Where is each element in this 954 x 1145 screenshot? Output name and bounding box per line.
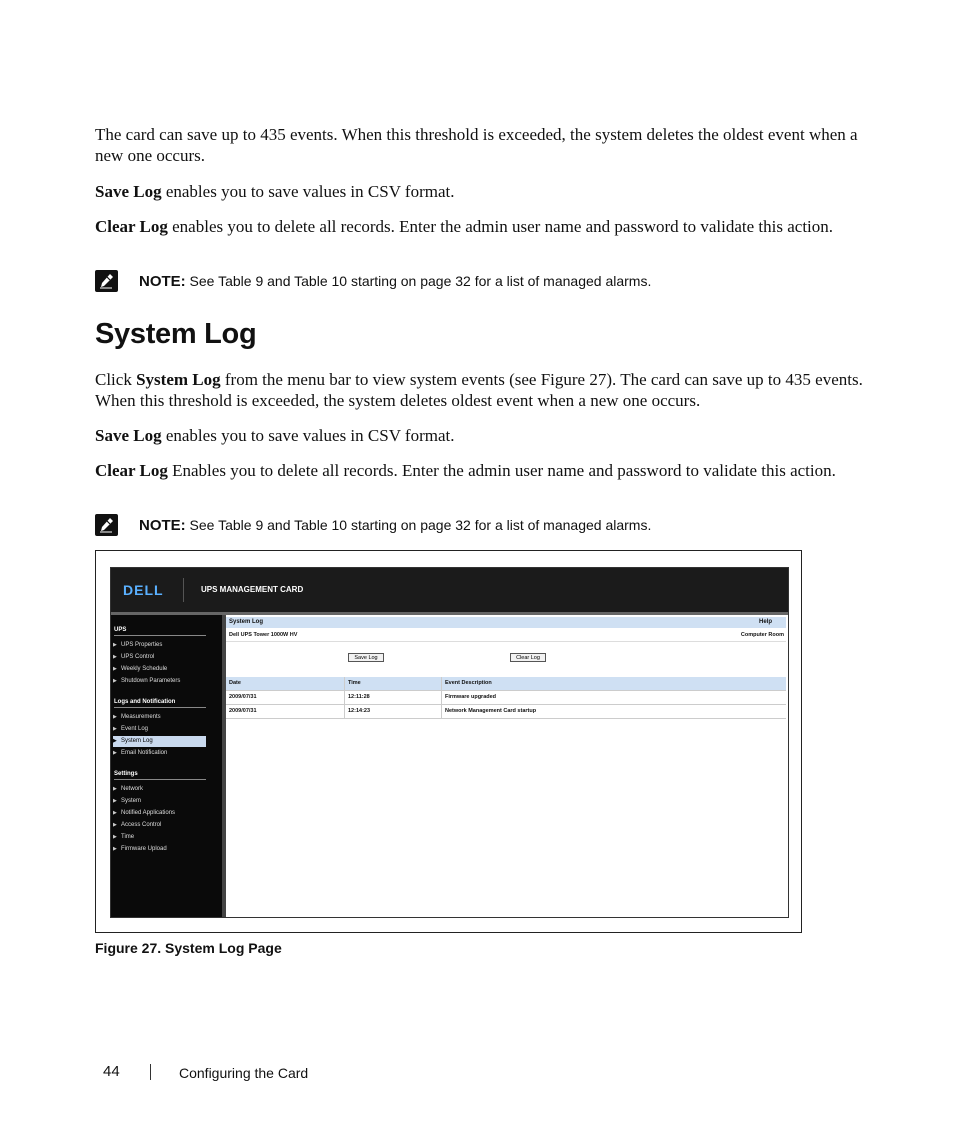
arrow-right-icon: ▶ (113, 714, 117, 720)
sidebar-item-label: Time (121, 834, 135, 840)
sidebar-item-system[interactable] (113, 796, 206, 807)
clear-log-paragraph-2 (95, 460, 865, 481)
arrow-right-icon: ▶ (113, 738, 117, 744)
arrow-right-icon: ▶ (113, 798, 117, 804)
sidebar-item-event-log[interactable] (113, 724, 206, 735)
sidebar-heading-logs: Logs and Notification (114, 699, 206, 708)
save-log-desc-2: enables you to save values in CSV format. (161, 426, 455, 445)
arrow-right-icon: ▶ (113, 834, 117, 840)
arrow-right-icon: ▶ (113, 846, 117, 852)
arrow-right-icon: ▶ (113, 750, 117, 756)
arrow-right-icon: ▶ (113, 786, 117, 792)
system-log-term: System Log (136, 370, 221, 389)
sidebar-item-weekly-schedule[interactable] (113, 664, 206, 675)
note-body: See Table 9 and Table 10 starting on page 32 for a list of managed alarms. (185, 273, 652, 289)
sidebar-item-firmware-upload[interactable] (113, 844, 206, 855)
note-label-2: NOTE: (139, 517, 186, 534)
clear-log-desc: enables you to delete all records. Enter the admin user name and password to validate this action. (167, 217, 834, 236)
title-bar (226, 617, 786, 628)
sidebar-item-ups-control[interactable] (113, 652, 206, 663)
sidebar-item-ups-properties[interactable] (113, 640, 206, 651)
device-location: Computer Room (740, 632, 784, 638)
click-text: Click (95, 370, 137, 389)
sidebar-item-shutdown-parameters[interactable] (113, 676, 206, 687)
note-text (139, 273, 651, 290)
sidebar-item-measurements[interactable] (113, 712, 206, 723)
sidebar-item-label: System Log (121, 738, 153, 744)
sidebar-item-label: UPS Properties (121, 642, 163, 648)
ups-card-screenshot (110, 567, 789, 918)
sidebar-item-label: Event Log (121, 726, 149, 732)
sidebar-item-system-log[interactable] (113, 736, 206, 747)
note-text-2 (139, 517, 651, 534)
clear-log-paragraph (95, 216, 865, 237)
sidebar-item-label: Network (121, 786, 144, 792)
sidebar-item-email-notification[interactable] (113, 748, 206, 759)
figure-caption: Figure 27. System Log Page (95, 940, 282, 956)
device-name: Dell UPS Tower 1000W HV (229, 632, 298, 638)
note-block (95, 270, 865, 294)
sidebar-heading-ups: UPS (114, 627, 206, 636)
save-log-term-2: Save Log (95, 426, 162, 445)
sidebar-item-label: Notified Applications (121, 810, 176, 816)
system-log-table (226, 677, 786, 719)
sidebar (111, 615, 222, 918)
sidebar-item-label: System (121, 798, 142, 804)
arrow-right-icon: ▶ (113, 654, 117, 660)
save-log-desc: enables you to save values in CSV format. (161, 182, 455, 201)
section-title: System Log (95, 318, 257, 350)
cell-time: 12:14:23 (345, 705, 442, 718)
sidebar-item-label: Firmware Upload (121, 846, 167, 852)
header-date: Date (226, 677, 345, 690)
arrow-right-icon: ▶ (113, 822, 117, 828)
arrow-right-icon: ▶ (113, 642, 117, 648)
system-log-desc: from the menu bar to view system events (see Figure 27). The card can save up to 435 events. When this threshold is exceeded, the system deletes oldest event when a new one occurs. (95, 370, 863, 410)
figure-frame (95, 550, 802, 933)
cell-date: 2009/07/31 (226, 705, 345, 718)
clear-log-term: Clear Log (95, 217, 168, 236)
sidebar-item-notified-applications[interactable] (113, 808, 206, 819)
help-link[interactable]: Help (758, 619, 772, 625)
table-header-row (226, 677, 786, 691)
sidebar-heading-settings: Settings (114, 771, 206, 780)
page-number: 44 (103, 1063, 120, 1080)
sidebar-item-label: Weekly Schedule (121, 666, 168, 672)
clear-log-button[interactable]: Clear Log (510, 653, 546, 662)
sidebar-item-label: Measurements (121, 714, 161, 720)
header-event-description: Event Description (445, 680, 492, 686)
sidebar-item-access-control[interactable] (113, 820, 206, 831)
footer-separator (150, 1064, 151, 1080)
dell-logo: DELL (123, 582, 164, 598)
sidebar-item-network[interactable] (113, 784, 206, 795)
save-log-paragraph (95, 181, 865, 202)
chapter-title: Configuring the Card (179, 1065, 309, 1081)
cell-time: 12:11:28 (345, 691, 442, 704)
header-time: Time (345, 677, 442, 690)
app-header (111, 568, 788, 612)
sidebar-item-label: Access Control (121, 822, 162, 828)
app-title: UPS MANAGEMENT CARD (201, 585, 304, 594)
pencil-icon (95, 514, 118, 536)
page-title: System Log (229, 619, 264, 625)
header-separator (183, 578, 184, 602)
clear-log-desc-2: Enables you to delete all records. Enter the admin user name and password to validate this action. (167, 461, 836, 480)
system-log-paragraph (95, 369, 865, 411)
pencil-icon (95, 270, 118, 292)
arrow-right-icon: ▶ (113, 666, 117, 672)
arrow-right-icon: ▶ (113, 726, 117, 732)
table-row (226, 705, 786, 719)
cell-date: 2009/07/31 (226, 691, 345, 704)
cell-event: Firmware upgraded (445, 694, 497, 700)
note-label: NOTE: (139, 273, 186, 290)
sidebar-item-label: Shutdown Parameters (121, 678, 181, 684)
cell-event: Network Management Card startup (445, 708, 537, 714)
table-row (226, 691, 786, 705)
note-body-2: See Table 9 and Table 10 starting on page 32 for a list of managed alarms. (185, 517, 652, 533)
intro-paragraph: The card can save up to 435 events. When this threshold is exceeded, the system deletes the oldest event when a new one occurs. (95, 125, 858, 165)
arrow-right-icon: ▶ (113, 810, 117, 816)
save-log-paragraph-2 (95, 425, 865, 446)
sidebar-item-label: Email Notification (121, 750, 168, 756)
note-block-2 (95, 514, 865, 538)
sidebar-item-label: UPS Control (121, 654, 155, 660)
save-log-button[interactable]: Save Log (348, 653, 384, 662)
save-log-term: Save Log (95, 182, 162, 201)
clear-log-term-2: Clear Log (95, 461, 168, 480)
arrow-right-icon: ▶ (113, 678, 117, 684)
device-info-row (226, 630, 786, 642)
main-panel (226, 615, 789, 918)
sidebar-item-time[interactable] (113, 832, 206, 843)
